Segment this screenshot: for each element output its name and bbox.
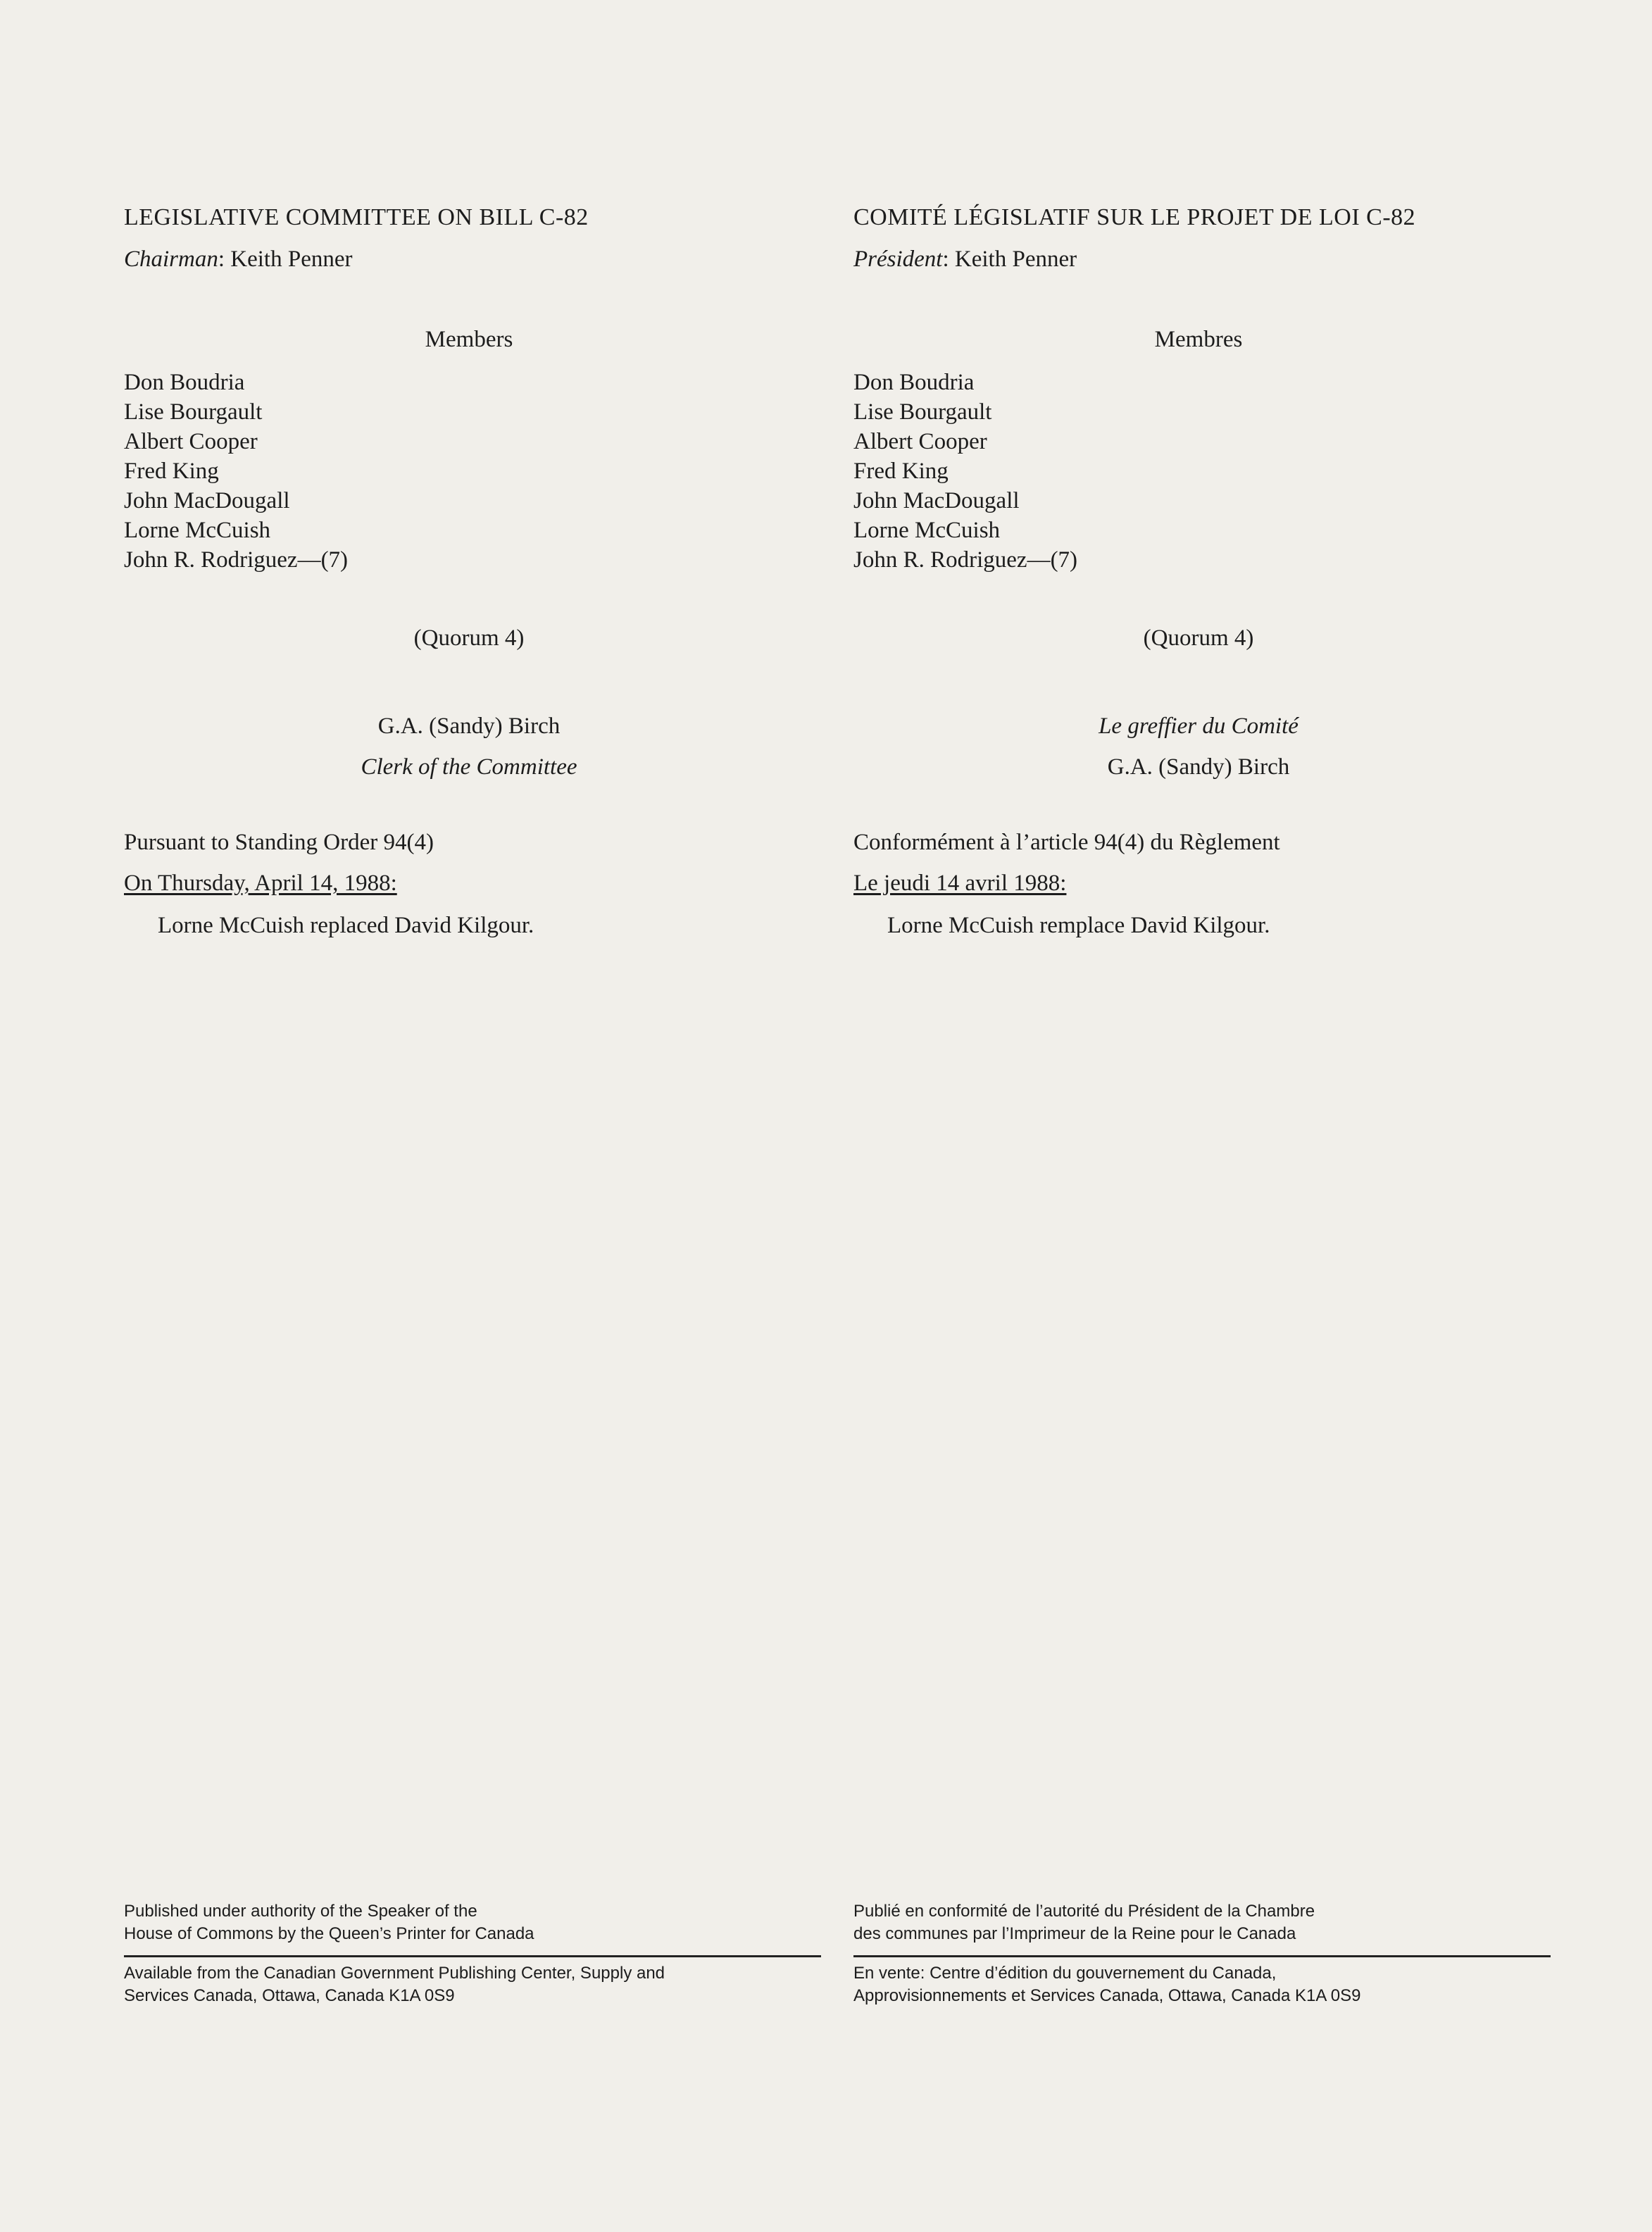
english-column: [124, 0, 814, 2232]
available-line-2-en: Services Canada, Ottawa, Canada K1A 0S9: [124, 1986, 455, 2005]
members-heading-en: Members: [425, 327, 513, 352]
replacement-line-en: Lorne McCuish replaced David Kilgour.: [158, 913, 534, 938]
availability-notice-en: [124, 1962, 665, 2007]
available-line-1-en: Available from the Canadian Government Publishing Center, Supply and: [124, 1964, 665, 1983]
pursuant-line-fr: Conformément à l’article 94(4) du Règlement: [853, 830, 1280, 855]
members-list-fr: [853, 368, 1077, 575]
chairman-line-en: Chairman: Keith Penner: [124, 247, 353, 272]
clerk-block-en: [223, 706, 715, 787]
member-item: Don Boudria: [124, 370, 245, 395]
published-line-1-en: Published under authority of the Speaker of the: [124, 1902, 477, 1921]
clerk-title-en: Clerk of the Committee: [361, 754, 577, 780]
member-item: Lise Bourgault: [124, 399, 263, 425]
member-item: John MacDougall: [124, 488, 290, 513]
chairman-label-fr: Président: [853, 247, 943, 272]
member-item: Lorne McCuish: [853, 518, 1001, 543]
available-line-1-fr: En vente: Centre d’édition du gouvernement du Canada,: [853, 1964, 1277, 1983]
published-line-2-fr: des communes par l’Imprimeur de la Reine pour le Canada: [853, 1924, 1296, 1943]
footer-divider-fr: [853, 1955, 1551, 1957]
date-line-fr: Le jeudi 14 avril 1988:: [853, 871, 1067, 896]
quorum-fr: (Quorum 4): [1143, 625, 1254, 651]
clerk-block-fr: [952, 706, 1445, 787]
members-list-en: [124, 368, 348, 575]
available-line-2-fr: Approvisionnements et Services Canada, Ottawa, Canada K1A 0S9: [853, 1986, 1361, 2005]
clerk-title-fr: Le greffier du Comité: [1099, 713, 1299, 739]
published-line-2-en: House of Commons by the Queen’s Printer for Canada: [124, 1924, 534, 1943]
member-item: John MacDougall: [853, 488, 1020, 513]
member-item: John R. Rodriguez—(7): [124, 547, 349, 573]
member-item: John R. Rodriguez—(7): [853, 547, 1078, 573]
member-item: Albert Cooper: [124, 429, 258, 454]
chairman-name-en: Keith Penner: [230, 247, 353, 272]
member-item: Albert Cooper: [853, 429, 987, 454]
footer-divider-en: [124, 1955, 821, 1957]
members-heading-fr: Membres: [1154, 327, 1243, 352]
chairman-name-fr: Keith Penner: [954, 247, 1077, 272]
published-notice-fr: [853, 1900, 1315, 1945]
member-item: Don Boudria: [853, 370, 975, 395]
member-item: Lorne McCuish: [124, 518, 271, 543]
published-notice-en: [124, 1900, 534, 1945]
availability-notice-fr: [853, 1962, 1360, 2007]
member-item: Lise Bourgault: [853, 399, 992, 425]
french-column: [853, 0, 1544, 2232]
published-line-1-fr: Publié en conformité de l’autorité du Président de la Chambre: [853, 1902, 1315, 1921]
member-item: Fred King: [853, 459, 949, 484]
replacement-line-fr: Lorne McCuish remplace David Kilgour.: [887, 913, 1270, 938]
chairman-label-en: Chairman: [124, 247, 218, 272]
date-line-en: On Thursday, April 14, 1988:: [124, 871, 397, 896]
pursuant-line-en: Pursuant to Standing Order 94(4): [124, 830, 434, 855]
committee-title-fr: COMITÉ LÉGISLATIF SUR LE PROJET DE LOI C-82: [853, 204, 1416, 230]
quorum-en: (Quorum 4): [413, 625, 525, 651]
chairman-line-fr: Président: Keith Penner: [853, 247, 1077, 272]
clerk-name-fr: G.A. (Sandy) Birch: [1107, 754, 1290, 780]
clerk-name-en: G.A. (Sandy) Birch: [377, 713, 561, 739]
committee-title-en: LEGISLATIVE COMMITTEE ON BILL C-82: [124, 204, 589, 230]
member-item: Fred King: [124, 459, 219, 484]
